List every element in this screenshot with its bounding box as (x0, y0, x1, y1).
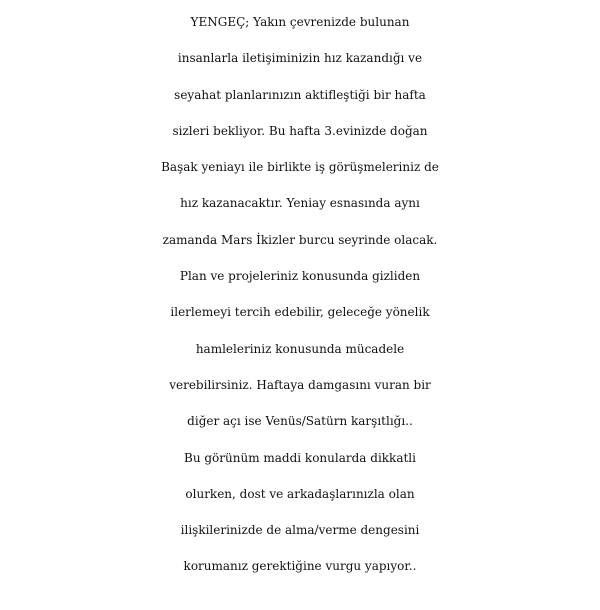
text-line-9: ilerlemeyi tercih edebilir, geleceğe yönelik (170, 305, 430, 320)
text-line-1: YENGEÇ; Yakın çevrenizde bulunan (190, 15, 410, 29)
text-line-8: Plan ve projeleriniz konusunda gizliden (179, 269, 421, 284)
text-line-3: seyahat planlarınızın aktifleştiği bir hafta (174, 87, 426, 102)
text-line-16: korumanız gerektiğine vurgu yapıyor.. (183, 559, 417, 574)
text-line-10: hamleleriniz konusunda mücadele (195, 341, 405, 356)
text-line-11: verebilirsiniz. Haftaya damgasını vuran bir (169, 377, 431, 392)
text-line-12: diğer açı ise Venüs/Satürn karşıtlığı.. (187, 414, 413, 429)
text-line-15: ilişkilerinizde de alma/verme dengesini (180, 523, 420, 538)
text-line-5: Başak yeniayı ile birlikte iş görüşmeleriniz de (161, 160, 439, 175)
text-line-2: insanlarla iletişiminizin hız kazandığı ve (177, 51, 423, 66)
text-line-13: Bu görünüm maddi konularda dikkatli (184, 450, 416, 465)
text-line-14: olurken, dost ve arkadaşlarınızla olan (185, 486, 415, 501)
text-line-6: hız kazanacaktır. Yeniay esnasında aynı (180, 196, 420, 211)
text-line-4: sizleri bekliyor. Bu hafta 3.evinizde doğan (172, 123, 428, 138)
text-line-7: zamanda Mars İkizler burcu seyrinde olacak. (162, 232, 438, 247)
